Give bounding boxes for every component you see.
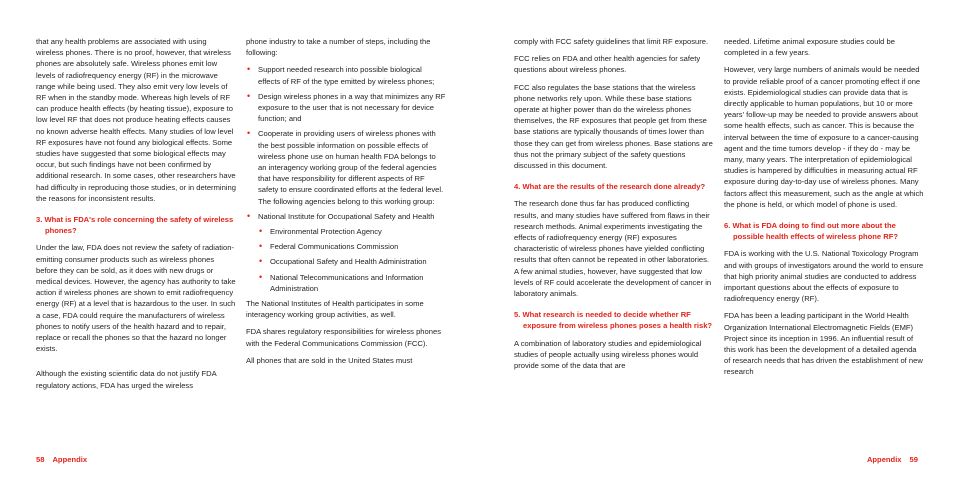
section-heading-6: 6. What is FDA doing to find out more about the possible health effects of wireless phone RF?	[724, 221, 898, 242]
left-page-footer	[36, 455, 87, 464]
section-heading-3: 3. What is FDA's role concerning the safety of wireless phones?	[36, 215, 234, 236]
paragraph: Under the law, FDA does not review the safety of radiation-emitting consumer products such as wireless phones before they can be sold, as it does with new drugs or medical devices. However, the agency has authority to take action if wireless phones are shown to emit radiofrequency energy (RF) at a level that is hazardous to the user. In such a case, FDA could require the manufacturers of wireless phones to notify users of the health hazard and to repair, replace or recall the phones so that the hazard no longer exists.	[36, 243, 236, 354]
list-item: • Cooperate in providing users of wireless phones with the best possible information on possible effects of wireless phone use on human health FDA belongs to an interagency working group of the federal agencies that have responsibility for different aspects of RF safety to ensure coordinated efforts at the federal level. The following agencies belong to this working group:	[247, 128, 444, 206]
paragraph: However, very large numbers of animals would be needed to provide reliable proof of a cancer promoting effect if one exists. Epidemiological studies can provide data that is directly applicable to human populations, but 10 or more years' follow-up may be needed to provide answers about some health effects, such as cancer. This is because the interval between the time of exposure to a cancer-causing agent and the time tumors develop - if they do - may be many, many years. The interpretation of epidemiological studies is hampered by difficulties in measuring actual RF exposure during day-to-day use of wireless phones. Many factors affect this measurement, such as the angle at which the phone is held, or which model of phone is used.	[724, 65, 924, 209]
paragraph: FDA shares regulatory responsibilities for wireless phones with the Federal Communications Commission (FCC).	[246, 327, 441, 348]
bullet-list	[246, 64, 446, 222]
page-number: 59	[909, 455, 918, 464]
bullet-icon: •	[259, 256, 263, 267]
list-item: • Design wireless phones in a way that minimizes any RF exposure to the user that is not necessary for device function; and	[247, 90, 446, 124]
paragraph: FCC also regulates the base stations that the wireless phone networks rely upon. While these base stations operate at higher power than do the wireless phones themselves, the RF exposures that people get from these base stations are typically thousands of times lower than those they can get from wireless phones. Base stations are thus not the primary subject of the safety questions discussed in this document.	[514, 82, 713, 171]
bullet-icon: •	[259, 271, 263, 282]
bullet-icon: •	[247, 210, 251, 221]
list-item: • Environmental Protection Agency	[259, 226, 382, 237]
paragraph: FCC relies on FDA and other health agencies for safety questions about wireless phones.	[514, 54, 701, 75]
paragraph: needed. Lifetime animal exposure studies could be completed in a few years.	[724, 37, 895, 58]
paragraph: The National Institutes of Health participates in some interagency working group activities, as well.	[246, 299, 424, 320]
footer-section-label: Appendix	[52, 455, 88, 464]
page-number: 58	[36, 455, 45, 464]
bullet-icon: •	[247, 64, 251, 75]
paragraph: A combination of laboratory studies and epidemiological studies of people actually using wireless phones would provide some of the data that are	[514, 338, 702, 371]
list-item: • Occupational Safety and Health Administration	[259, 256, 427, 267]
right-page-footer	[867, 455, 918, 464]
list-item: • National Institute for Occupational Safety and Health	[247, 210, 435, 221]
bullet-icon: •	[259, 241, 263, 252]
list-item: • National Telecommunications and Information Administration	[259, 271, 424, 293]
list-item: • Federal Communications Commission	[259, 241, 399, 252]
section-heading-4: 4. What are the results of the research done already?	[514, 182, 706, 192]
left-page-column-2	[246, 36, 446, 372]
left-page-column-1	[36, 36, 236, 397]
right-page-column-2	[724, 36, 924, 384]
section-heading-5: 5. What research is needed to decide whether RF exposure from wireless phones poses a health risk?	[514, 310, 713, 331]
paragraph: The research done thus far has produced conflicting results, and many studies have suffered from flaws in their research methods. Animal experiments investigating the effects of radiofrequency energy (RF) exposures characteristic of wireless phones have yielded conflicting results that often cannot be repeated in other laboratories. A few animal studies, however, have suggested that low levels of RF could accelerate the development of cancer in laboratory animals.	[514, 199, 712, 299]
bullet-icon: •	[259, 226, 263, 237]
footer-section-label: Appendix	[866, 455, 902, 464]
paragraph: phone industry to take a number of steps, including the following:	[246, 37, 431, 58]
paragraph: All phones that are sold in the United States must	[246, 355, 413, 365]
sub-bullet-list	[246, 226, 446, 294]
bullet-icon: •	[247, 90, 251, 101]
paragraph: that any health problems are associated with using wireless phones. There is no proof, however, that wireless phones are absolutely safe. Wireless phones emit low levels of radiofrequency energy (RF) in the microwave range while being used. They also emit very low levels of RF when in the standby mode. Whereas high levels of RF can produce health effects (by heating tissue), exposure to low level RF that does not produce heating effects causes no known adverse health effects. Many studies of low level RF exposures have not found any biological effects. Some studies have suggested that some biological effects may occur, but such findings have not been confirmed by additional research. In some cases, other researchers have had difficulty in reproducing those studies, or in determining the reasons for inconsistent results.	[36, 37, 236, 203]
list-item: • Support needed research into possible biological effects of RF of the type emitted by wireless phones;	[247, 64, 435, 86]
paragraph: Although the existing scientific data do not justify FDA regulatory actions, FDA has urged the wireless	[36, 369, 217, 390]
right-page-column-1	[514, 36, 714, 377]
paragraph: FDA has been a leading participant in the World Health Organization International Electromagnetic Fields (EMF) Project since its inception in 1996. An influential result of this work has been the development of a detailed agenda of research needs that has driven the establishment of new research	[724, 311, 923, 377]
paragraph: FDA is working with the U.S. National Toxicology Program and with groups of investigators around the world to ensure that high priority animal studies are conducted to address important questions about the effects of exposure to radiofrequency energy (RF).	[724, 249, 924, 304]
bullet-icon: •	[247, 128, 251, 139]
paragraph: comply with FCC safety guidelines that limit RF exposure.	[514, 37, 709, 46]
